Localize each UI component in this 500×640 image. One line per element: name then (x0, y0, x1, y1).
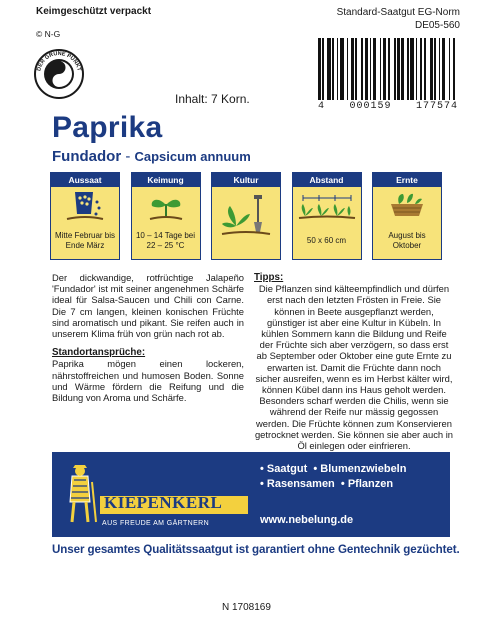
nq-mark: © N-G (36, 29, 61, 39)
brand-motto: AUS FREUDE AM GÄRTNERN (102, 520, 210, 527)
location-heading: Standortansprüche: (52, 347, 146, 359)
harvest-basket-icon (373, 187, 441, 223)
green-dot-logo-icon (33, 48, 85, 100)
range-item: • Blumenzwiebeln (313, 463, 407, 475)
panel-head: Ernte (373, 173, 441, 187)
panel-spacing (292, 172, 362, 260)
sprout-icon (132, 187, 200, 223)
barcode-group-2: 177574 (415, 101, 458, 112)
subtitle-dash: - (121, 148, 135, 165)
location-text: Paprika mögen einen lockeren, nährstoffreichen und humosen Boden. Sonne und Wärme fördern die Reifung und die Bildung von Aroma und Schärfe. (52, 358, 244, 404)
panel-cultivation (211, 172, 281, 260)
tips-heading: Tipps: (254, 272, 284, 283)
brand-band (52, 452, 450, 537)
range-item: • Saatgut (260, 463, 308, 475)
sowing-seeds-icon (51, 187, 119, 223)
standard-label: Standard-Saatgut EG-Norm (336, 7, 460, 18)
header-right (337, 6, 460, 32)
range-item: • Pflanzen (340, 477, 394, 490)
germ-protected-label: Keimgeschützt verpackt (36, 6, 152, 17)
panel-head: Abstand (293, 173, 361, 187)
article-number: N 1708169 (222, 602, 271, 613)
kiepenkerl-figure-icon (58, 462, 102, 526)
panel-head: Keimung (132, 173, 200, 187)
cultivar-name: Fundador (52, 148, 122, 165)
website-url: www.nebelung.de (260, 514, 354, 526)
header-left (36, 6, 151, 39)
panel-sowing (50, 172, 120, 260)
barcode-first-digit: 4 (318, 101, 326, 112)
description-text: Der dickwandige, rotfrüchtige Jalapeño 'Fundador' ist mit seiner angenehmen Schärfe ideal für Salsa-Saucen und Chili con Carne. Die 7 cm langen, kleinen konischen Früchte sind aromatisch und pikant. Sie reifen auch in unserem Klima früh von grün nach rot ab. (52, 272, 244, 340)
product-subtitle (52, 148, 251, 165)
barcode-number (318, 101, 458, 112)
barcode-bars (318, 38, 458, 100)
description-column (52, 272, 244, 403)
brand-name: KIEPENKERL (104, 493, 223, 512)
tips-text: Die Pflanzen sind kälteempfindlich und dürfen erst nach den letzten Frösten in Freie. Sie können in Beete ausgepflanzt werden, günstiger ist aber eine Kultur in Kübeln. In kühlen Sommern kann die Bildung und Reife der Früchte sich aber verzögern, so dass erst ab September oder Oktober eine gute Ernte zu erwarten ist. Damit die Früchte dann noch sicher ausreifen, wenn es im Herbst kälter wird, können Kübel dann ins Haus geholt werden. Besonders scharf werden die Chilis, wenn sie während der Reife nur mässig gegossen werden. Die Früchte können zum Konservieren getrocknet werden. Sie können sie aber auch in Öl einlegen oder einfrieren. (254, 283, 454, 452)
svg-text:DER GRÜNE PUNKT: DER GRÜNE PUNKT (36, 50, 82, 72)
panel-harvest (372, 172, 442, 260)
kiepenkerl-logo (58, 458, 248, 531)
barcode (318, 38, 458, 112)
product-title: Paprika (52, 111, 163, 144)
gmo-free-guarantee: Unser gesamtes Qualitätssaatgut ist garantiert ohne Gentechnik gezüchtet. (52, 543, 460, 556)
panel-text: 50 x 60 cm (306, 236, 347, 245)
product-range-list (260, 462, 406, 491)
panel-head: Kultur (212, 173, 280, 187)
barcode-bar (455, 38, 456, 100)
product-code: DE05-560 (414, 20, 460, 31)
content-amount: Inhalt: 7 Korn. (175, 92, 250, 106)
growing-info-panels (50, 172, 442, 260)
panel-text: August bis Oktober (388, 231, 426, 250)
barcode-group-1: 000159 (349, 101, 392, 112)
panel-text (212, 247, 280, 259)
panel-text: Mitte Februar bis Ende März (54, 231, 116, 250)
panel-text: 10 – 14 Tage bei 22 – 25 °C (135, 231, 195, 250)
planting-spade-icon (212, 187, 280, 247)
panel-germination (131, 172, 201, 260)
tips-column (254, 272, 454, 451)
latin-name: Capsicum annuum (134, 149, 251, 164)
plant-spacing-icon (293, 187, 361, 223)
range-item: • Rasensamen (260, 477, 335, 490)
panel-head: Aussaat (51, 173, 119, 187)
